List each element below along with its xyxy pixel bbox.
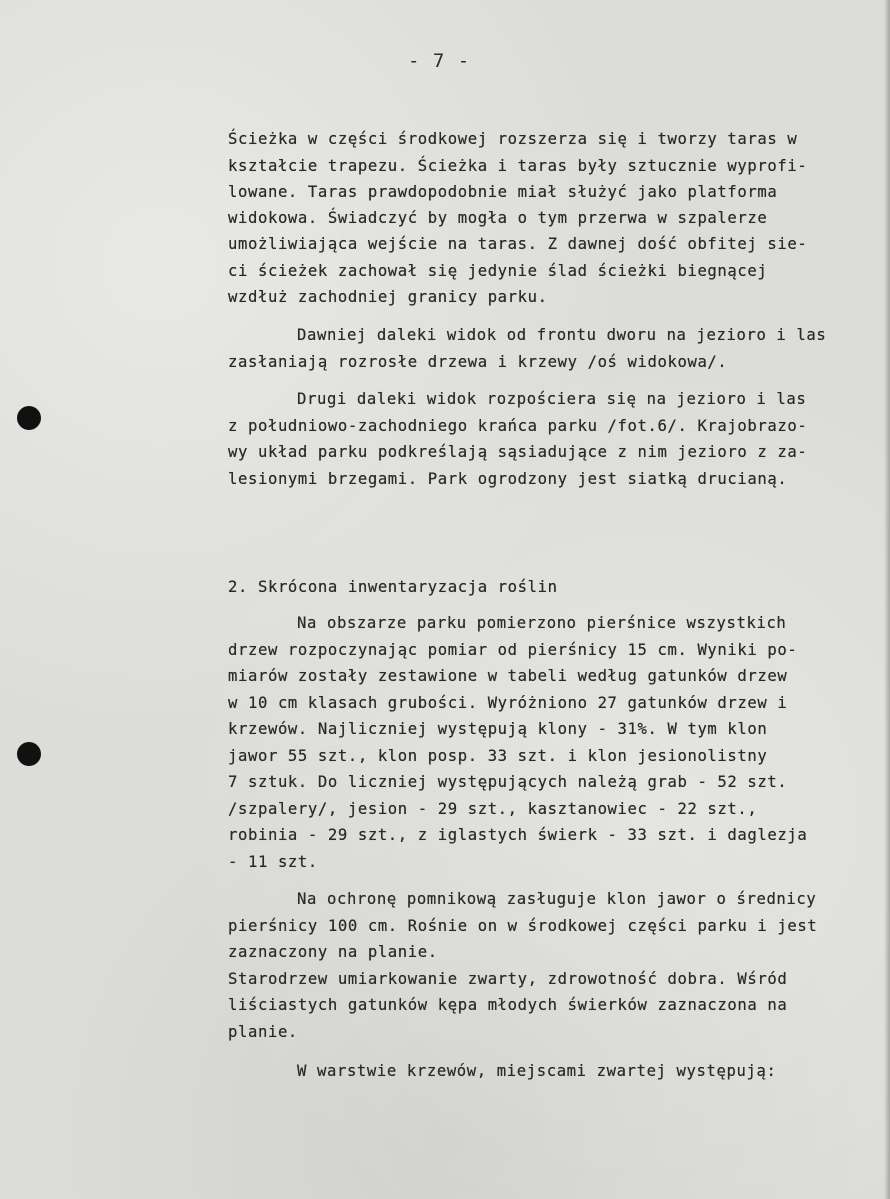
text-line: w 10 cm klasach grubości. Wyróżniono 27 gatunków drzew i	[228, 694, 788, 712]
text-line: wzdłuż zachodniej granicy parku.	[228, 288, 548, 306]
text-line: lowane. Taras prawdopodobnie miał służyć jako platforma	[228, 183, 778, 201]
text-line: zaznaczony na planie.	[228, 943, 438, 961]
text-line: 7 sztuk. Do liczniej występujących należą grab - 52 szt.	[228, 773, 788, 791]
page-edge-shadow	[884, 0, 890, 1199]
text-line: W warstwie krzewów, miejscami zwartej występują:	[297, 1062, 777, 1080]
text-line: Ścieżka w części środkowej rozszerza się i tworzy taras w	[228, 130, 798, 148]
text-line: planie.	[228, 1023, 298, 1041]
page-number: - 7 -	[408, 50, 471, 72]
text-line: Na obszarze parku pomierzono pierśnice wszystkich	[297, 614, 787, 632]
text-line: Na ochronę pomnikową zasługuje klon jawor o średnicy	[297, 890, 817, 908]
text-line: /szpalery/, jesion - 29 szt., kasztanowiec - 22 szt.,	[228, 800, 758, 818]
text-line: drzew rozpoczynając pomiar od pierśnicy 15 cm. Wyniki po-	[228, 641, 798, 659]
text-line: kształcie trapezu. Ścieżka i taras były sztucznie wyprofi-	[228, 157, 808, 175]
text-line: lesionymi brzegami. Park ogrodzony jest siatką drucianą.	[228, 470, 788, 488]
text-line: liściastych gatunków kępa młodych świerków zaznaczona na	[228, 996, 788, 1014]
text-line: robinia - 29 szt., z iglastych świerk - 33 szt. i daglezja	[228, 826, 808, 844]
text-line: umożliwiająca wejście na taras. Z dawnej dość obfitej sie-	[228, 235, 808, 253]
text-line: zasłaniają rozrosłe drzewa i krzewy /oś widokowa/.	[228, 353, 728, 371]
punch-hole	[17, 406, 41, 430]
heading-line: 2. Skrócona inwentaryzacja roślin	[228, 578, 558, 596]
text-line: krzewów. Najliczniej występują klony - 31%. W tym klon	[228, 720, 768, 738]
punch-hole	[17, 742, 41, 766]
text-line: Starodrzew umiarkowanie zwarty, zdrowotność dobra. Wśród	[228, 970, 788, 988]
text-line: Dawniej daleki widok od frontu dworu na jezioro i las	[297, 326, 827, 344]
text-line: wy układ parku podkreślają sąsiadujące z nim jezioro z za-	[228, 443, 808, 461]
text-line: ci ścieżek zachował się jedynie ślad ścieżki biegnącej	[228, 262, 768, 280]
text-line: widokowa. Świadczyć by mogła o tym przerwa w szpalerze	[228, 209, 768, 227]
text-line: miarów zostały zestawione w tabeli według gatunków drzew	[228, 667, 788, 685]
text-line: pierśnicy 100 cm. Rośnie on w środkowej części parku i jest	[228, 917, 818, 935]
text-line: - 11 szt.	[228, 853, 318, 871]
text-line: z południowo-zachodniego krańca parku /fot.6/. Krajobrazo-	[228, 417, 808, 435]
text-line: Drugi daleki widok rozpościera się na jezioro i las	[297, 390, 807, 408]
text-line: jawor 55 szt., klon posp. 33 szt. i klon jesionolistny	[228, 747, 768, 765]
